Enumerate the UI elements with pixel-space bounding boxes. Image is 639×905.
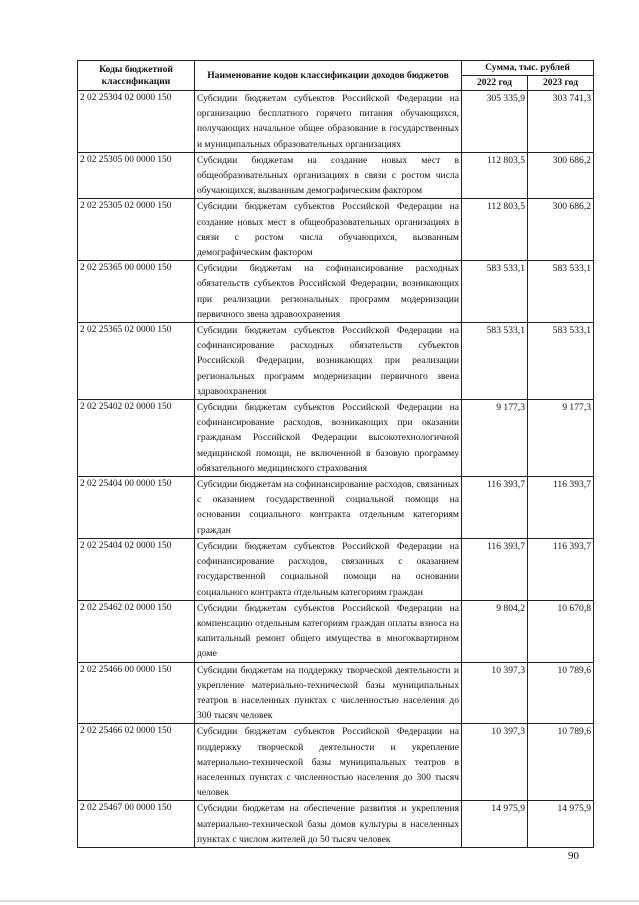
row-name: Субсидии бюджетам субъектов Российской Федерации на софинансирование расходов, возникающих при оказании гражданам Российской Федерации высокотехнологичной медицинской помощи, не включенной в базовую программу обязательного медицинского страхования	[195, 400, 462, 477]
row-sum-2022: 9 177,3	[462, 400, 528, 477]
row-name: Субсидии бюджетам на софинансирование расходных обязательств субъектов Российской Федерации, возникающих при реализации региональных программ модернизации первичного звена здравоохранения	[195, 261, 462, 323]
row-code: 2 02 25404 00 0000 150	[78, 477, 195, 539]
row-code: 2 02 25365 00 0000 150	[78, 261, 195, 323]
row-code: 2 02 25402 02 0000 150	[78, 400, 195, 477]
row-code: 2 02 25404 02 0000 150	[78, 538, 195, 600]
row-code: 2 02 25466 02 0000 150	[78, 724, 195, 801]
row-name: Субсидии бюджетам на создание новых мест в общеобразовательных организациях в связи с ростом числа обучающихся, вызванным демографическим фактором	[195, 152, 462, 199]
row-code: 2 02 25305 02 0000 150	[78, 199, 195, 261]
header-codes: Коды бюджетной классификации	[78, 61, 195, 91]
row-code: 2 02 25466 00 0000 150	[78, 662, 195, 724]
row-name: Субсидии бюджетам на софинансирование расходов, связанных с оказанием государственной социальной помощи на основании социального контракта отдельным категориям граждан	[195, 477, 462, 539]
header-name: Наименование кодов классификации доходов бюджетов	[195, 61, 462, 91]
row-sum-2022: 9 804,2	[462, 600, 528, 662]
row-sum-2022: 583 533,1	[462, 261, 528, 323]
row-sum-2023: 303 741,3	[528, 91, 594, 153]
table-row	[78, 400, 594, 477]
row-sum-2023: 583 533,1	[528, 261, 594, 323]
table-row	[78, 152, 594, 199]
row-name: Субсидии бюджетам субъектов Российской Федерации на софинансирование расходов, связанных с оказанием государственной социальной помощи на основании социального контракта отдельным категориям граждан	[195, 538, 462, 600]
row-sum-2023: 300 686,2	[528, 152, 594, 199]
header-year-2022: 2022 год	[462, 76, 528, 91]
row-code: 2 02 25467 00 0000 150	[78, 801, 195, 848]
row-sum-2023: 583 533,1	[528, 323, 594, 400]
row-name: Субсидии бюджетам на поддержку творческой деятельности и укрепление материально-технической базы муниципальных театров в населенных пунктах с численностью населения до 300 тысяч человек	[195, 662, 462, 724]
row-name: Субсидии бюджетам на обеспечение развития и укрепления материально-технической базы домов культуры в населенных пунктах с числом жителей до 50 тысяч человек	[195, 801, 462, 848]
table-row	[78, 662, 594, 724]
header-sum: Сумма, тыс. рублей	[462, 61, 594, 76]
row-sum-2022: 583 533,1	[462, 323, 528, 400]
row-sum-2022: 116 393,7	[462, 538, 528, 600]
header-year-2023: 2023 год	[528, 76, 594, 91]
budget-revenue-table	[77, 60, 594, 848]
row-sum-2023: 14 975,9	[528, 801, 594, 848]
row-sum-2022: 10 397,3	[462, 724, 528, 801]
row-sum-2022: 116 393,7	[462, 477, 528, 539]
row-code: 2 02 25462 02 0000 150	[78, 600, 195, 662]
row-code: 2 02 25305 00 0000 150	[78, 152, 195, 199]
row-sum-2023: 10 789,6	[528, 662, 594, 724]
row-sum-2022: 112 803,5	[462, 199, 528, 261]
row-code: 2 02 25304 02 0000 150	[78, 91, 195, 153]
row-name: Субсидии бюджетам субъектов Российской Федерации на компенсацию отдельным категориям граждан оплаты взноса на капитальный ремонт общего имущества в многоквартирном доме	[195, 600, 462, 662]
table-row	[78, 91, 594, 153]
table-row	[78, 261, 594, 323]
row-name: Субсидии бюджетам субъектов Российской Федерации на создание новых мест в общеобразовательных организациях в связи с ростом числа обучающихся, вызванным демографическим фактором	[195, 199, 462, 261]
row-sum-2022: 305 335,9	[462, 91, 528, 153]
row-code: 2 02 25365 02 0000 150	[78, 323, 195, 400]
table-row	[78, 323, 594, 400]
row-sum-2022: 14 975,9	[462, 801, 528, 848]
row-sum-2023: 300 686,2	[528, 199, 594, 261]
row-sum-2023: 10 670,8	[528, 600, 594, 662]
table-row	[78, 199, 594, 261]
row-sum-2023: 10 789,6	[528, 724, 594, 801]
table-row	[78, 600, 594, 662]
row-sum-2023: 9 177,3	[528, 400, 594, 477]
row-name: Субсидии бюджетам субъектов Российской Федерации на организацию бесплатного горячего питания обучающихся, получающих начальное общее образование в государственных и муниципальных образовательных организациях	[195, 91, 462, 153]
row-sum-2023: 116 393,7	[528, 538, 594, 600]
table-row	[78, 538, 594, 600]
row-sum-2023: 116 393,7	[528, 477, 594, 539]
table-row	[78, 724, 594, 801]
row-sum-2022: 112 803,5	[462, 152, 528, 199]
row-sum-2022: 10 397,3	[462, 662, 528, 724]
page-number: 90	[568, 850, 579, 862]
table-row	[78, 477, 594, 539]
table-header-row	[78, 61, 594, 76]
scan-edge-divider	[0, 900, 639, 902]
row-name: Субсидии бюджетам субъектов Российской Федерации на поддержку творческой деятельности и укрепление материально-технической базы муниципальных театров в населенных пунктах с численностью населения до 300 тысяч человек	[195, 724, 462, 801]
table-row	[78, 801, 594, 848]
row-name: Субсидии бюджетам субъектов Российской Федерации на софинансирование расходных обязательств субъектов Российской Федерации, возникающих при реализации региональных программ модернизации первичного звена здравоохранения	[195, 323, 462, 400]
